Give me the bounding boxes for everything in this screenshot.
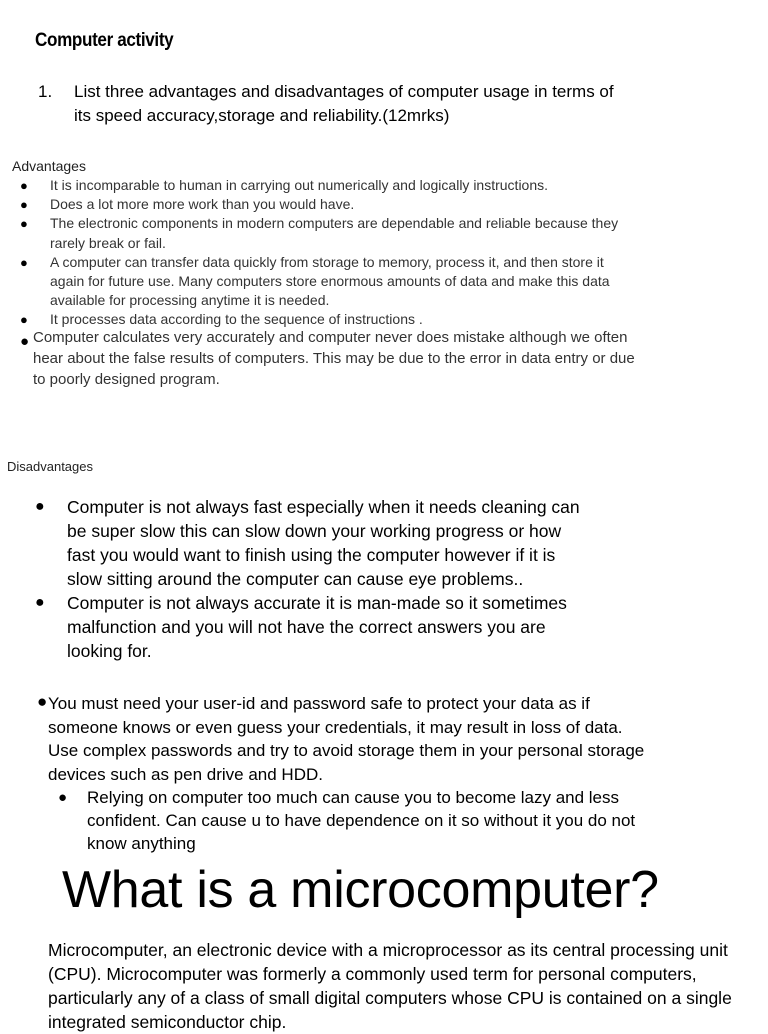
list-item (20, 253, 640, 311)
disadvantages-paragraph (37, 692, 657, 786)
bullet-icon: ● (20, 216, 28, 232)
disadvantages-sub-item (58, 786, 678, 855)
list-item (20, 214, 640, 252)
microcomputer-paragraph: Microcomputer, an electronic device with a microprocessor as its central processing unit (CPU). Microcomputer was formerly a commonly used term for personal computers, particularly any of a class of small digital computers whose CPU is contained on a single integrated semiconductor chip. (48, 940, 732, 1032)
question-number: 1. (38, 82, 53, 101)
list-item (20, 176, 640, 195)
bullet-icon: ● (58, 789, 68, 806)
disadvantages-list (35, 495, 587, 663)
bullet-icon: ● (20, 333, 30, 350)
bullet-icon: ● (20, 197, 28, 213)
list-item-text: Computer calculates very accurately and computer never does mistake although we often hear about the false results of computers. This may be due to the error in data entry or due to poorly designed program. (33, 329, 635, 388)
question-text: List three advantages and disadvantages of computer usage in terms of its speed accuracy,storage and reliability.(12mrks) (74, 82, 614, 125)
paragraph-text: You must need your user-id and password safe to protect your data as if someone knows or even guess your credentials, it may result in loss of data. Use complex passwords and try to avoid storage them in your personal storage devices such as pen drive and HDD. (48, 694, 645, 784)
bullet-icon: ● (37, 692, 48, 711)
list-item-text: A computer can transfer data quickly from storage to memory, process it, and then store it again for future use. Many computers store enormous amounts of data and make this data available for processing anytime it is needed. (50, 253, 610, 309)
list-item-text: Computer is not always accurate it is man-made so it sometimes malfunction and you will not have the correct answers you are looking for. (67, 593, 567, 661)
advantages-last-item (20, 327, 650, 390)
list-item-text: Does a lot more more work than you would have. (50, 196, 355, 213)
list-item-text: It processes data according to the sequence of instructions . (50, 311, 423, 328)
advantages-list (20, 176, 640, 330)
list-item (20, 195, 640, 214)
disadvantages-heading: Disadvantages (7, 459, 93, 474)
list-item-text: The electronic components in modern computers are dependable and reliable because they rarely break or fail. (50, 215, 619, 251)
bullet-icon: ● (20, 254, 28, 270)
microcomputer-heading: What is a microcomputer? (62, 861, 659, 919)
list-item-text: Relying on computer too much can cause you to become lazy and less confident. Can cause u to have dependence on it so without it you do not know anything (87, 788, 636, 853)
list-item (35, 495, 587, 591)
bullet-icon: ● (35, 594, 45, 611)
bullet-icon: ● (35, 498, 45, 515)
question-1 (38, 80, 634, 128)
bullet-icon: ● (20, 312, 28, 328)
bullet-icon: ● (20, 178, 28, 193)
list-item-text: Computer is not always fast especially when it needs cleaning can be super slow this can slow down your working progress or how fast you would want to finish using the computer however if it is slow sitting around the computer can cause eye problems.. (67, 497, 580, 589)
list-item-text: It is incomparable to human in carrying out numerically and logically instructions. (50, 177, 549, 193)
document-title: Computer activity (35, 30, 174, 51)
advantages-heading: Advantages (12, 158, 86, 174)
list-item (35, 591, 587, 663)
